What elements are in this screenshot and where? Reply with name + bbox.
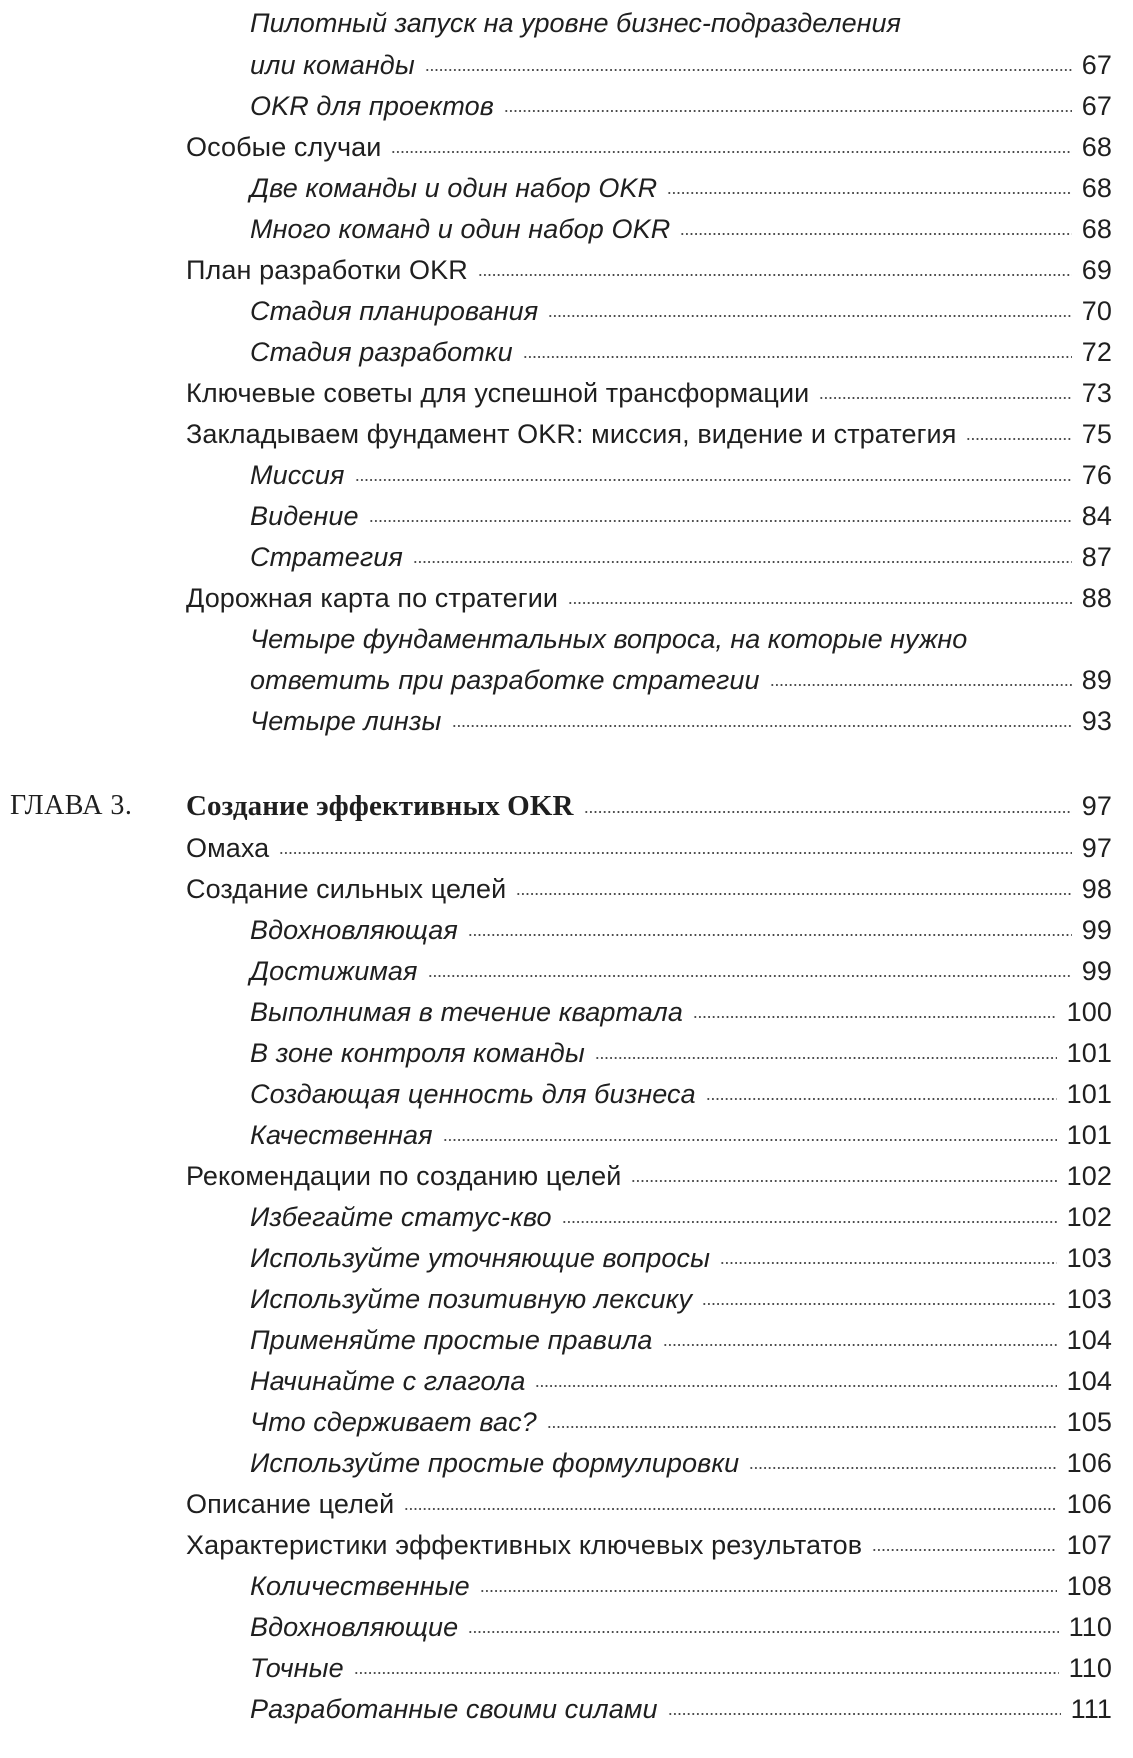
toc-page-number: 103 [1066,1284,1112,1314]
toc-entry[interactable] [250,663,1112,697]
toc-entry[interactable] [250,1405,1112,1439]
toc-entry-title: Создание сильных целей [186,874,507,904]
toc-page-number: 101 [1066,1038,1112,1068]
toc-entry[interactable] [250,1651,1112,1685]
toc-entry[interactable] [186,1528,1112,1562]
dot-leader [584,808,1072,815]
dot-leader [428,972,1072,979]
toc-entry[interactable] [186,1487,1112,1521]
toc-page-number: 70 [1081,296,1112,326]
dot-leader [425,66,1072,73]
toc-entry[interactable] [186,417,1112,451]
toc-page-number: 101 [1066,1120,1112,1150]
toc-page-number: 106 [1066,1489,1112,1519]
toc-entry[interactable] [250,954,1112,988]
toc-entry-title: В зоне контроля команды [250,1038,585,1068]
dot-leader [369,517,1072,524]
toc-page-number: 99 [1081,956,1112,986]
toc-entry-title: Используйте позитивную лексику [250,1284,693,1314]
dot-leader [354,1669,1059,1676]
toc-entry-title: или команды [250,50,415,80]
toc-entry[interactable] [250,458,1112,492]
toc-entry-wrap-line: Четыре фундаментальных вопроса, на которые нужно [250,624,968,654]
dot-leader [535,1382,1056,1389]
dot-leader [443,1136,1057,1143]
toc-entry-title: Начинайте с глагола [250,1366,526,1396]
toc-entry[interactable] [250,89,1112,123]
dot-leader [819,394,1071,401]
toc-entry-title: Характеристики эффективных ключевых результатов [186,1530,863,1560]
toc-page-number: 69 [1081,255,1112,285]
toc-entry[interactable] [186,376,1112,410]
dot-leader [279,849,1071,856]
toc-page-number: 104 [1066,1366,1112,1396]
toc-page-number: 73 [1081,378,1112,408]
toc-page-number: 111 [1070,1694,1112,1724]
toc-entry-title: Дорожная карта по стратегии [186,583,559,613]
toc-entry-title: Достижимая [250,956,418,986]
toc-entry-title: Точные [250,1653,344,1683]
dot-leader [720,1259,1057,1266]
toc-entry[interactable] [250,1610,1112,1644]
toc-page-number: 104 [1066,1325,1112,1355]
toc-entry-title: Стратегия [250,542,403,572]
toc-entry[interactable] [250,995,1112,1029]
dot-leader [693,1013,1057,1020]
toc-page-number: 106 [1066,1448,1112,1478]
toc-page-number: 67 [1081,50,1112,80]
toc-entry[interactable] [250,171,1112,205]
toc-page-number: 88 [1081,583,1112,613]
toc-entry[interactable] [186,130,1112,164]
toc-page-number: 75 [1081,419,1112,449]
toc-entry[interactable] [186,1159,1112,1193]
dot-leader [548,312,1071,319]
toc-page-number: 89 [1081,665,1112,695]
dot-leader [391,148,1071,155]
toc-entry-title: Выполнимая в течение квартала [250,997,684,1027]
toc-entry[interactable] [250,48,1112,82]
toc-page-number: 93 [1081,706,1112,736]
toc-page-number: 102 [1066,1202,1112,1232]
toc-entry[interactable] [250,1118,1112,1152]
dot-leader [663,1341,1057,1348]
toc-entry-title: Много команд и один набор OKR [250,214,671,244]
toc-entry[interactable] [250,704,1112,738]
toc-page-number: 110 [1068,1612,1112,1642]
toc-page-number: 108 [1066,1571,1112,1601]
toc-entry[interactable] [250,540,1112,574]
toc-page-number: 102 [1066,1161,1112,1191]
toc-entry[interactable] [250,212,1112,246]
toc-chapter-entry[interactable] [186,788,1112,824]
chapter-label: ГЛАВА 3. [10,790,133,821]
dot-leader [547,1423,1057,1430]
dot-leader [966,435,1071,442]
toc-entry[interactable] [250,294,1112,328]
toc-entry[interactable] [250,1282,1112,1316]
toc-entry[interactable] [186,872,1112,906]
toc-page-number: 68 [1081,173,1112,203]
toc-entry-title: Избегайте статус-кво [250,1202,552,1232]
dot-leader [413,558,1072,565]
toc-page-number: 110 [1068,1653,1112,1683]
toc-entry-title: Вдохновляющие [250,1612,459,1642]
toc-page-number: 97 [1081,833,1112,863]
toc-entry[interactable] [186,253,1112,287]
toc-entry-title: Ключевые советы для успешной трансформации [186,378,810,408]
toc-entry[interactable] [250,1036,1112,1070]
dot-leader [468,931,1072,938]
dot-leader [478,271,1072,278]
dot-leader [631,1177,1056,1184]
toc-entry-title: OKR для проектов [250,91,494,121]
toc-entry-title: Применяйте простые правила [250,1325,653,1355]
toc-page-number: 98 [1081,874,1112,904]
toc-entry[interactable] [250,913,1112,947]
toc-entry[interactable] [250,1364,1112,1398]
toc-entry-title: Омаха [186,833,270,863]
toc-entry[interactable] [186,581,1112,615]
toc-entry-title: Создающая ценность для бизнеса [250,1079,696,1109]
dot-leader [504,107,1072,114]
toc-entry[interactable] [250,1692,1112,1726]
toc-entry-title: Стадия разработки [250,337,513,367]
toc-entry-wrap-line: Пилотный запуск на уровне бизнес-подразделения [250,8,901,38]
dot-leader [516,890,1071,897]
toc-entry[interactable] [250,1446,1112,1480]
dot-leader [749,1464,1056,1471]
toc-entry-title: Особые случаи [186,132,382,162]
toc-page-number: 72 [1081,337,1112,367]
toc-entry-title: Две команды и один набор OKR [250,173,658,203]
toc-entry-title: План разработки OKR [186,255,468,285]
toc-page-number: 103 [1066,1243,1112,1273]
dot-leader [872,1546,1056,1553]
dot-leader [452,722,1072,729]
toc-entry[interactable] [250,1200,1112,1234]
toc-entry[interactable] [186,831,1112,865]
dot-leader [468,1628,1058,1635]
toc-entry-title: Описание целей [186,1489,395,1519]
toc-entry-title: Качественная [250,1120,433,1150]
toc-page-number: 76 [1081,460,1112,490]
toc-entry[interactable] [250,335,1112,369]
toc-entry[interactable] [250,499,1112,533]
dot-leader [404,1505,1056,1512]
dot-leader [568,599,1072,606]
toc-entry-title: ответить при разработке стратегии [250,665,760,695]
dot-leader [480,1587,1057,1594]
toc-page-number: 97 [1081,791,1112,821]
toc-entry[interactable] [250,1077,1112,1111]
dot-leader [523,353,1072,360]
dot-leader [702,1300,1057,1307]
dot-leader [562,1218,1057,1225]
dot-leader [668,1710,1061,1717]
toc-entry-title: Вдохновляющая [250,915,458,945]
dot-leader [706,1095,1057,1102]
toc-entry-title: Четыре линзы [250,706,442,736]
toc-entry-title: Используйте уточняющие вопросы [250,1243,711,1273]
toc-page-number: 107 [1066,1530,1112,1560]
toc-entry[interactable] [250,1569,1112,1603]
dot-leader [355,476,1072,483]
toc-entry-title: Количественные [250,1571,470,1601]
toc-page-number: 101 [1066,1079,1112,1109]
toc-entry[interactable] [250,1241,1112,1275]
toc-entry-title: Миссия [250,460,345,490]
toc-entry-title: Используйте простые формулировки [250,1448,740,1478]
dot-leader [667,189,1072,196]
toc-entry[interactable] [250,1323,1112,1357]
dot-leader [595,1054,1057,1061]
toc-page-number: 67 [1081,91,1112,121]
toc-page-number: 87 [1081,542,1112,572]
toc-page-number: 68 [1081,132,1112,162]
toc-entry-title: Видение [250,501,359,531]
chapter-title: Создание эффективных OKR [186,790,574,822]
toc-entry-title: Что сдерживает вас? [250,1407,537,1437]
toc-entry-title: Стадия планирования [250,296,539,326]
toc-page-number: 68 [1081,214,1112,244]
toc-page-number: 105 [1066,1407,1112,1437]
dot-leader [770,681,1072,688]
toc-entry-title: Разработанные своими силами [250,1694,658,1724]
toc-entry-title: Рекомендации по созданию целей [186,1161,622,1191]
toc-page-number: 84 [1081,501,1112,531]
dot-leader [680,230,1071,237]
toc-page-number: 100 [1066,997,1112,1027]
toc-page-number: 99 [1081,915,1112,945]
toc-entry-title: Закладываем фундамент OKR: миссия, видение и стратегия [186,419,957,449]
